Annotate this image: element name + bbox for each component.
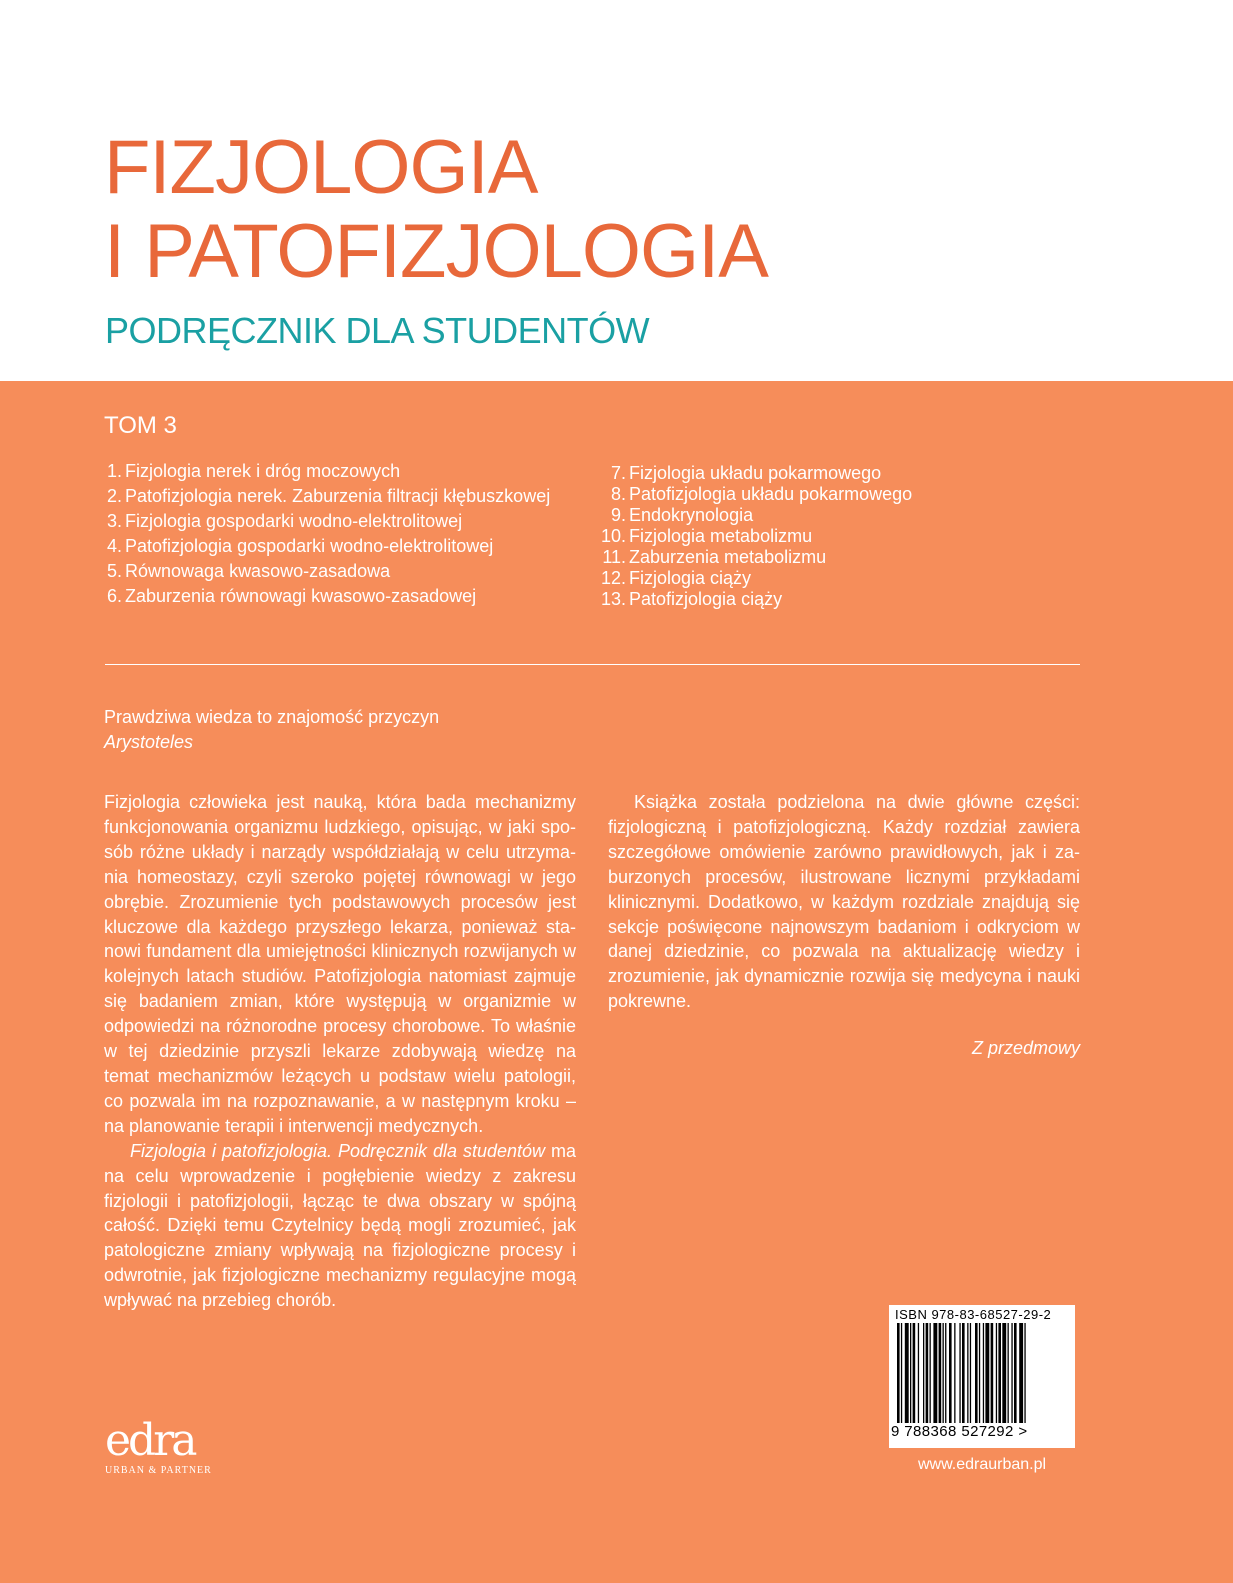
barcode-icon: [897, 1323, 1067, 1423]
contents-item: 2. Patofizjologia nerek. Zaburzenia filtracji kłębuszkowej: [106, 486, 551, 506]
contents-list-right: [598, 463, 912, 610]
isbn-label: ISBN 978-83-68527-29-2: [895, 1307, 1052, 1322]
contents-item: 4. Patofizjologia gospodarki wodno-elektrolitowej: [106, 536, 494, 556]
cover-header: [0, 0, 1233, 381]
contents-item: 8. Patofizjologia układu pokarmowego: [610, 484, 913, 504]
contents-item: 6. Zaburzenia równowagi kwasowo-zasadowej: [106, 586, 477, 606]
barcode-digits: 9 788368 527292 >: [891, 1423, 1028, 1440]
contents-item: 12. Fizjologia ciąży: [600, 568, 752, 588]
contents-item: 5. Równowaga kwasowo-zasadowa: [106, 561, 391, 581]
volume-label: TOM 3: [104, 412, 177, 439]
contents-item: 9. Endokrynologia: [610, 505, 754, 525]
publisher-website: www.edraurban.pl: [918, 1456, 1047, 1473]
contents-item: 7. Fizjologia układu pokarmowego: [610, 463, 882, 483]
isbn-barcode-box: [889, 1305, 1075, 1448]
publisher-logo-mark: edra: [105, 1415, 195, 1466]
book-title-reference: Fizjologia i patofizjologia. Podręcznik dla studentów: [130, 1140, 546, 1161]
epigraph: [104, 705, 439, 755]
contents-item: 11. Zaburzenia metabolizmu: [602, 547, 827, 567]
blurb-column-left: [104, 790, 576, 1313]
blurb-source: Z przedmowy: [971, 1038, 1080, 1059]
back-cover-panel: [0, 381, 1233, 1583]
epigraph-author: Arystoteles: [104, 732, 194, 752]
contents-list-left: [104, 459, 550, 609]
book-title-line-2: I PATOFIZJOLOGIA: [104, 209, 768, 294]
blurb-paragraph-2: Fizjologia i patofizjologia. Podręcznik dla studentów ma na celu wprowadzenie i pogłębienie wiedzy z zakresu fizjologii i patofizjologii, łącząc te dwa obszary w spójną całość. Dzięki temu Czytelnicy będą mogli zrozumieć, jak patologiczne zmiany wpływają na fizjologiczne procesy i odwrotnie, jak fizjologiczne mechanizmy regulacyjne mogą wpływać na przebieg chorób.: [104, 1140, 576, 1311]
section-divider: [105, 664, 1080, 665]
blurb-column-right: [608, 790, 1080, 1061]
blurb-paragraph-1: Fizjologia człowieka jest nauką, która bada mechanizmy funkcjonowania organizmu ludzkiego, opisując, w jaki sposób różne układy i narządy współdziałają w celu utrzymania homeostazy, czyli szeroko pojętej równowagi w jego obrębie. Zrozumienie tych podstawowych procesów jest kluczowe dla każdego przyszłego lekarza, ponieważ stanowi fundament dla umiejętności klinicznych rozwijanych w kolejnych latach studiów. Patofizjologia natomiast zajmuje się badaniem zmian, które występują w organizmie w odpowiedzi na różnorodne procesy chorobowe. To właśnie w tej dziedzinie przyszli lekarze zdobywają wiedzę na temat mechanizmów leżących u podstaw wielu patologii, co pozwala im na rozpoznawanie, a w następnym kroku – na planowanie terapii i interwencji medycznych.: [104, 792, 576, 1136]
book-subtitle: PODRĘCZNIK DLA STUDENTÓW: [105, 310, 650, 351]
contents-item: 13. Patofizjologia ciąży: [600, 589, 783, 609]
book-title: [104, 126, 768, 294]
contents-item: 10. Fizjologia metabolizmu: [600, 526, 813, 546]
epigraph-text: Prawdziwa wiedza to znajomość przyczyn: [104, 707, 440, 727]
book-title-line-1: FIZJOLOGIA: [104, 125, 538, 210]
publisher-logo: [105, 1415, 212, 1477]
blurb-paragraph-3: Książka została podzielona na dwie główne części: fizjologiczną i patofizjologiczną. Każdy rozdział zawiera szczegółowe omówienie zarówno prawidłowych, jak i zaburzonych procesów, ilustrowane licznymi przykładami klinicznymi. Dodatkowo, w każdym rozdziale znajdują się sekcje poświęcone najnowszym badaniom i odkryciom w danej dziedzinie, co pozwala na aktualizację wiedzy i zrozumienie, jak dynamicznie rozwija się medycyna i nauki pokrewne.: [608, 792, 1080, 1012]
contents-item: 3. Fizjologia gospodarki wodno-elektrolitowej: [106, 511, 463, 531]
publisher-logo-subtitle: URBAN & PARTNER: [105, 1465, 212, 1476]
contents-item: 1. Fizjologia nerek i dróg moczowych: [106, 461, 401, 481]
